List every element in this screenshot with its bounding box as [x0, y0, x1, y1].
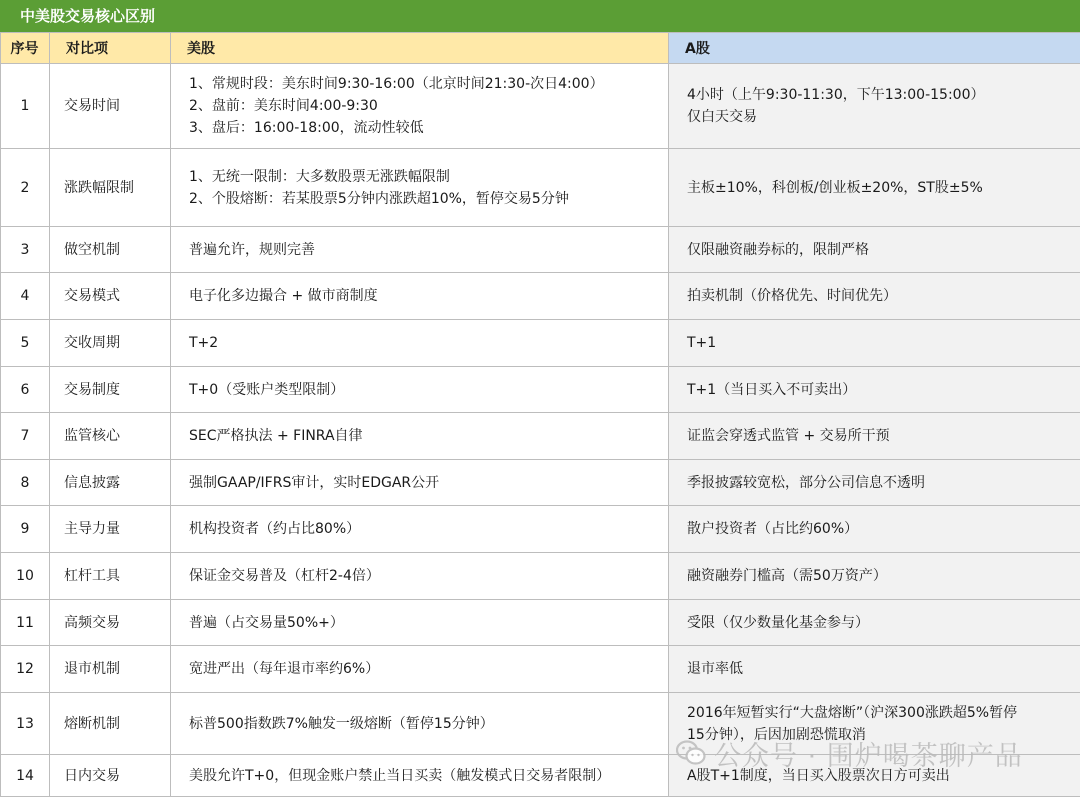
- cell-us: [171, 227, 669, 273]
- cell-a: [669, 413, 1080, 460]
- cell-no: 11: [1, 600, 50, 646]
- cell-item: 做空机制: [50, 227, 171, 273]
- cell-a-line: 受限（仅少数量化基金参与）: [687, 614, 869, 631]
- cell-us: [171, 506, 669, 553]
- cell-no: 8: [1, 460, 50, 506]
- table-row: [1, 149, 1080, 227]
- table-row: [1, 460, 1080, 506]
- header-no: 序号: [1, 33, 50, 64]
- table-row: [1, 227, 1080, 273]
- cell-us-line: 宽进严出（每年退市率约6%）: [189, 661, 380, 677]
- table-row: [1, 413, 1080, 460]
- cell-a-line: T+1（当日买入不可卖出）: [687, 381, 857, 398]
- cell-a: [669, 693, 1080, 755]
- cell-us: [171, 553, 669, 600]
- cell-a-line: 15分钟），后因加剧恐慌取消: [687, 726, 866, 743]
- cell-us: [171, 693, 669, 755]
- cell-item: 监管核心: [50, 413, 171, 460]
- cell-us: [171, 646, 669, 693]
- cell-a: [669, 227, 1080, 273]
- cell-us: [171, 755, 669, 797]
- cell-item: 信息披露: [50, 460, 171, 506]
- header-item: 对比项: [50, 33, 171, 64]
- table-row: [1, 646, 1080, 693]
- cell-us-line: 1、无统一限制：大多数股票无涨跌幅限制: [189, 168, 450, 185]
- table-row: [1, 273, 1080, 320]
- cell-us-line: 电子化多边撮合 + 做市商制度: [189, 288, 378, 304]
- cell-no: 6: [1, 367, 50, 413]
- cell-us-line: 普遍允许，规则完善: [189, 241, 315, 258]
- cell-a: [669, 755, 1080, 797]
- cell-us-line: 3、盘后：16:00-18:00，流动性较低: [189, 120, 424, 136]
- cell-us-line: 普遍（占交易量50%+）: [189, 614, 344, 631]
- cell-item: 交易制度: [50, 367, 171, 413]
- cell-no: 7: [1, 413, 50, 460]
- cell-a: [669, 273, 1080, 320]
- cell-us-line: 强制GAAP/IFRS审计，实时EDGAR公开: [189, 474, 440, 491]
- cell-a-line: 4小时（上午9:30-11:30，下午13:00-15:00）: [687, 87, 985, 103]
- cell-us: [171, 460, 669, 506]
- cell-no: 12: [1, 646, 50, 693]
- cell-a-line: 融资融券门槛高（需50万资产）: [687, 568, 887, 584]
- cell-a-line: 证监会穿透式监管 + 交易所干预: [687, 428, 890, 444]
- cell-a: [669, 506, 1080, 553]
- cell-a: [669, 149, 1080, 227]
- cell-a-line: 季报披露较宽松，部分公司信息不透明: [687, 474, 925, 491]
- cell-item: 主导力量: [50, 506, 171, 553]
- table-row: [1, 693, 1080, 755]
- cell-no: 4: [1, 273, 50, 320]
- cell-item: 退市机制: [50, 646, 171, 693]
- cell-us-line: T+0（受账户类型限制）: [189, 381, 345, 398]
- cell-us-line: 美股允许T+0，但现金账户禁止当日买卖（触发模式日交易者限制）: [189, 767, 611, 784]
- cell-us-line: 保证金交易普及（杠杆2-4倍）: [189, 568, 380, 584]
- cell-a-line: 退市率低: [687, 661, 743, 677]
- table-row: [1, 320, 1080, 367]
- header-row: [1, 33, 1080, 64]
- table-row: [1, 553, 1080, 600]
- cell-a: [669, 553, 1080, 600]
- cell-no: 3: [1, 227, 50, 273]
- cell-no: 13: [1, 693, 50, 755]
- header-a: A股: [669, 33, 1080, 64]
- cell-us: [171, 367, 669, 413]
- cell-us: [171, 64, 669, 149]
- cell-us: [171, 149, 669, 227]
- cell-no: 14: [1, 755, 50, 797]
- table-row: [1, 755, 1080, 797]
- cell-item: 交易模式: [50, 273, 171, 320]
- cell-us-line: 1、常规时段：美东时间9:30-16:00（北京时间21:30-次日4:00）: [189, 76, 604, 92]
- cell-no: 10: [1, 553, 50, 600]
- cell-us-line: 标普500指数跌7%触发一级熔断（暂停15分钟）: [189, 715, 494, 732]
- cell-us: [171, 273, 669, 320]
- cell-a-line: 2016年短暂实行“大盘熔断”（沪深300涨跌超5%暂停: [687, 704, 1018, 721]
- cell-item: 交易时间: [50, 64, 171, 149]
- cell-us-line: 机构投资者（约占比80%）: [189, 521, 361, 537]
- cell-a-line: 主板±10%，科创板/创业板±20%，ST股±5%: [687, 179, 983, 196]
- cell-no: 5: [1, 320, 50, 367]
- watermark-text: 公众号 · 围炉喝茶聊产品: [714, 740, 1023, 772]
- cell-us-line: SEC严格执法 + FINRA自律: [189, 428, 363, 444]
- cell-us-line: 2、个股熔断：若某股票5分钟内涨跌超10%，暂停交易5分钟: [189, 190, 569, 207]
- cell-a: [669, 460, 1080, 506]
- cell-item: 熔断机制: [50, 693, 171, 755]
- cell-a: [669, 64, 1080, 149]
- cell-item: 交收周期: [50, 320, 171, 367]
- cell-no: 9: [1, 506, 50, 553]
- cell-a-line: T+1: [687, 335, 717, 351]
- cell-a: [669, 646, 1080, 693]
- cell-a-line: 散户投资者（占比约60%）: [687, 521, 859, 537]
- table-row: [1, 506, 1080, 553]
- cell-a: [669, 320, 1080, 367]
- cell-us: [171, 600, 669, 646]
- table-title: 中美股交易核心区别: [0, 0, 1080, 32]
- cell-us-line: T+2: [189, 335, 219, 351]
- cell-us: [171, 320, 669, 367]
- table-row: [1, 64, 1080, 149]
- cell-no: 2: [1, 149, 50, 227]
- cell-item: 日内交易: [50, 755, 171, 797]
- cell-a: [669, 600, 1080, 646]
- table-row: [1, 367, 1080, 413]
- table-row: [1, 600, 1080, 646]
- comparison-table: [0, 32, 1080, 797]
- cell-a-line: 仅白天交易: [687, 109, 757, 125]
- header-us: 美股: [171, 33, 669, 64]
- cell-a-line: A股T+1制度，当日买入股票次日方可卖出: [687, 767, 950, 784]
- cell-item: 杠杆工具: [50, 553, 171, 600]
- cell-us-line: 2、盘前：美东时间4:00-9:30: [189, 98, 378, 114]
- cell-no: 1: [1, 64, 50, 149]
- cell-a: [669, 367, 1080, 413]
- cell-item: 高频交易: [50, 600, 171, 646]
- cell-a-line: 拍卖机制（价格优先、时间优先）: [687, 288, 897, 304]
- cell-us: [171, 413, 669, 460]
- cell-item: 涨跌幅限制: [50, 149, 171, 227]
- cell-a-line: 仅限融资融券标的，限制严格: [687, 241, 869, 258]
